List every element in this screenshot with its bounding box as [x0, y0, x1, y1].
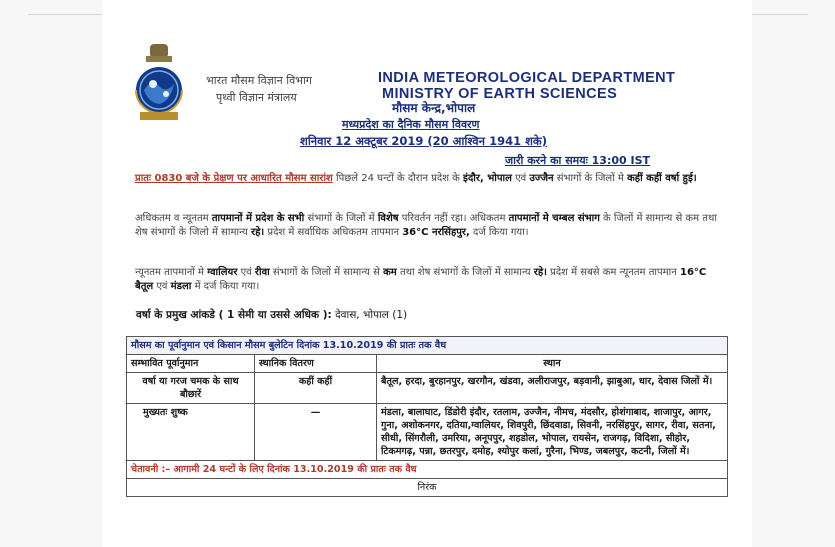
distribution-cell: कहीं कहीं [255, 373, 377, 404]
temperature-paragraph [135, 212, 727, 240]
english-dept-line-1: INDIA METEOROLOGICAL DEPARTMENT [378, 70, 676, 86]
min-part: संभागों के जिलों में सामान्य से [272, 267, 380, 278]
min-part: तथा शेष संभागों के जिलों में सामान्य [399, 267, 531, 278]
forecast-column-headers [127, 355, 728, 373]
hindi-dept-line-2: पृथ्वी विज्ञान मंत्रालय [216, 91, 297, 104]
places-cell: बैतूल, हरदा, बुरहानपुर, खरगौन, खंडवा, अलीराजपुर, बड़वानी, झाबुआ, धार, देवास जिलों में। [377, 373, 728, 404]
table-row [127, 404, 728, 461]
hindi-department-block [206, 72, 312, 106]
report-date: शनिवार 12 अक्टूबर 2019 (20 आश्विन 1941 शके) [300, 134, 547, 148]
summary-text-b: एवं [515, 173, 527, 184]
temp-bold: तापमानों मे चम्बल संभाग [508, 213, 600, 224]
min-part: में दर्ज किया गया। [194, 281, 260, 292]
min-bold: रीवा [254, 267, 270, 278]
min-part: न्यूनतम तापमानों मे [135, 267, 204, 278]
temp-bold: विशेष [377, 213, 399, 224]
hindi-dept-line-1: भारत मौसम विज्ञान विभाग [206, 74, 312, 87]
warning-value-row [127, 479, 728, 497]
summary-text-c: संभागों के जिलों मे [556, 173, 624, 184]
state-emblem-icon [130, 42, 188, 122]
warning-value: निरंक [127, 479, 728, 497]
summary-text-a: पिछले 24 घन्टों के दौरान प्रदेश के [336, 173, 460, 184]
weather-summary [135, 172, 727, 186]
places-cell: मंडला, बालाघाट, डिंडोरी इंदौर, रतलाम, उज्जैन, नीमच, मंदसौर, होशंगाबाद, शाजापुर, आगर, गुना, अशोकनगर, दतिया,ग्वालियर, शिवपुरी, छिंदवाडा, सिवनी, नरसिंहपुर, सागर, रीवा, सतना, सीधी, सिंगरौली, उमरिया, अनूपपुर, शहडोल, भोपाल, रायसेन, राजगढ़, विदिशा, सीहोर, टिकमगढ़, पन्ना, छतरपुर, दमोह, श्योपुर कलां, गुरैना, भिण्ड, जबलपुर, कटनी, जिलों में। [377, 404, 728, 461]
min-part: एवं [240, 267, 252, 278]
temp-part: संभागों के जिलों में [307, 213, 375, 224]
key-figures-value: देवास, भोपाल (1) [335, 309, 408, 321]
table-row [127, 373, 728, 404]
temp-bold: 36°C नरसिंहपुर, [402, 227, 470, 238]
min-bold: 16°C बैतूल [135, 267, 707, 292]
min-bold: मंडला [170, 281, 192, 292]
temp-part: अधिकतम व न्यूनतम [135, 213, 209, 224]
temp-part: प्रदेश में सर्वाधिक अधिकतम तापमान [267, 227, 400, 238]
warning-text: चेतावनी :– आगामी 24 घन्टों के लिए दिनांक 13.10.2019 की प्रातः तक वैध [127, 461, 728, 479]
english-department-block [378, 70, 675, 102]
summary-bold-b: उज्जैन [529, 173, 554, 184]
temp-bold: रहे। [250, 227, 265, 238]
key-figures [136, 308, 407, 322]
min-bold: कम [383, 267, 397, 278]
summary-bold-c: कहीं कहीं वर्षा हुई। [627, 173, 697, 184]
key-figures-label: वर्षा के प्रमुख आंकडे ( 1 सेमी या उससे अधिक ): [136, 309, 332, 321]
temp-part: के जिलों में सामान्य से कम तथा शेष संभागों के जिलो में सामान्य [135, 213, 717, 238]
issue-time: जारी करने का समयः 13:00 IST [505, 154, 651, 167]
forecast-cell: वर्षा या गरज चमक के साथ बौछारें [127, 373, 255, 404]
met-centre: मौसम केन्द्र,भोपाल [392, 101, 476, 115]
warning-row [127, 461, 728, 479]
temp-part: दर्ज किया गया। [473, 227, 529, 238]
temp-bold: तापमानों में प्रदेश के सभी [211, 213, 305, 224]
temp-part: परिवर्तन नहीं रहा। अधिकतम [401, 213, 506, 224]
min-part: प्रदेश में सबसे कम न्यूनतम तापमान [550, 267, 677, 278]
forecast-cell: मुख्यतः शुष्क [127, 404, 255, 461]
column-header: स्थानिक वितरण [255, 355, 377, 373]
column-header: स्थान [377, 355, 728, 373]
min-bold: ग्वालियर [207, 267, 238, 278]
forecast-heading: मौसम का पूर्वानुमान एवं किसान मौसम बुलेटिन दिनांक 13.10.2019 की प्रातः तक वैध [127, 337, 728, 355]
summary-label: प्रातः 0830 बजे के प्रेक्षण पर आधारित मौसम सारांश [135, 173, 333, 184]
english-dept-line-2: MINISTRY OF EARTH SCIENCES [382, 86, 618, 102]
min-part: एवं [156, 281, 168, 292]
forecast-table [126, 336, 728, 497]
report-title: मध्यप्रदेश का दैनिक मौसम विवरण [342, 118, 480, 131]
forecast-heading-row [127, 337, 728, 355]
min-temperature-paragraph [135, 266, 727, 294]
summary-bold-a: इंदौर, भोपाल [463, 173, 512, 184]
min-bold: रहे। [533, 267, 547, 278]
column-header: सम्भावित पूर्वानुमान [127, 355, 255, 373]
distribution-cell: — [255, 404, 377, 461]
